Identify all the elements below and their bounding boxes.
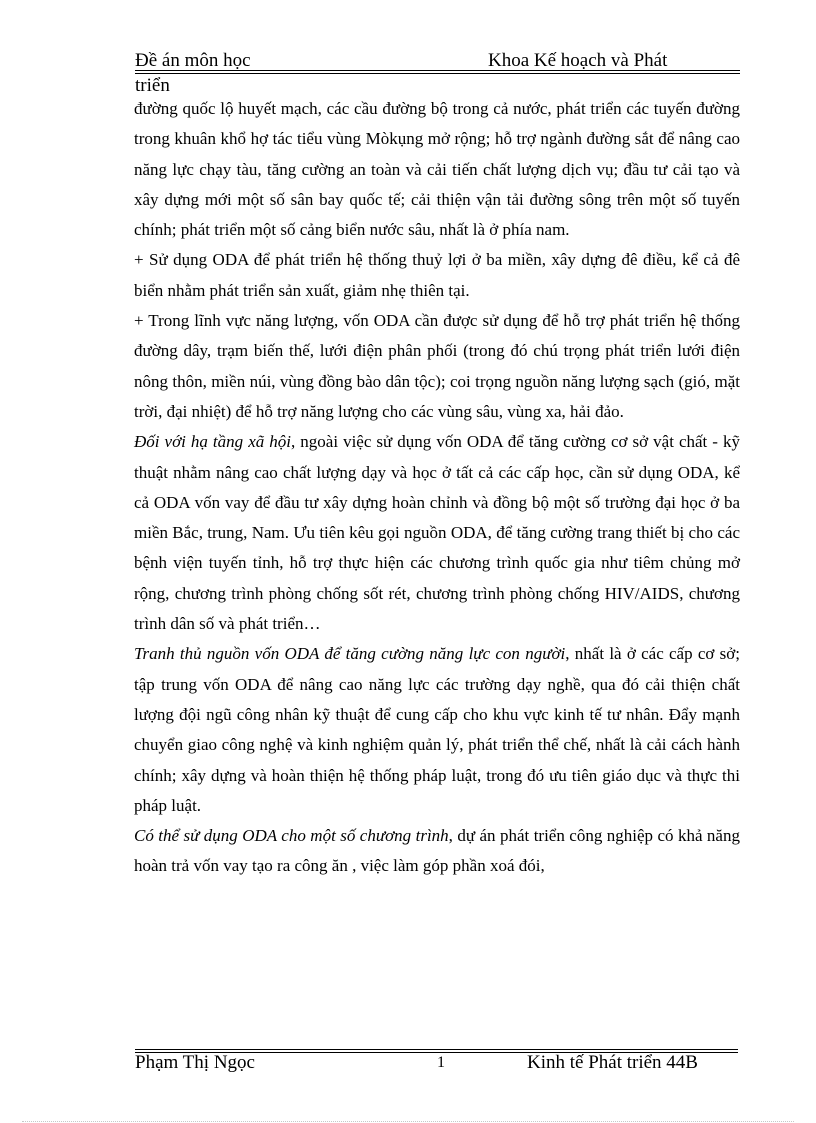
paragraph-irrigation: + Sử dụng ODA để phát triển hệ thống thuỷ lợi ở ba miền, xây dựng đê điều, kể cả đê biển nhằm phát triển sản xuất, giảm nhẹ thiên tại. <box>134 250 740 300</box>
programs-text: , dự án phát triển công nghiệp có khả năng hoàn trả vốn vay tạo ra công ăn , việc làm góp phần xoá đói, <box>134 826 740 876</box>
social-infrastructure-text: , ngoài việc sử dụng vốn ODA để tăng cường cơ sở vật chất - kỹ thuật nhằm nâng cao chất lượng dạy và học ở tất cả các cấp học, cần sử dụng ODA, kể cả ODA vốn vay để đầu tư xây dựng hoàn chỉnh và đồng bộ một số trường đại học ở ba miền Bắc, trung, Nam. Ưu tiên kêu gọi nguồn ODA, để tăng cường trang thiết bị cho các bệnh viện tuyến tỉnh, hỗ trợ thực hiện các chương trình quốc gia như tiêm chủng mở rộng, chương trình phòng chống sốt rét, chương trình phòng chống HIV/AIDS, chương trình dân số và phát triển… <box>134 432 740 634</box>
social-infrastructure-heading: Đối với hạ tầng xã hội <box>134 432 291 452</box>
page-edge-divider <box>22 1121 794 1122</box>
page-number: 1 <box>437 1054 445 1071</box>
document-body <box>134 94 740 882</box>
paragraph-energy: + Trong lĩnh vực năng lượng, vốn ODA cần được sử dụng để hỗ trợ phát triển hệ thống đường dây, trạm biến thế, lưới điện phân phối (trong đó chú trọng phát triển lưới điện nông thôn, miền núi, vùng đồng bào dân tộc); coi trọng nguồn năng lượng sạch (gió, mặt trời, đại nhiệt) để hỗ trợ năng lượng cho các vùng sâu, vùng xa, hải đảo. <box>134 311 740 421</box>
human-capacity-text: , nhất là ở các cấp cơ sở; tập trung vốn ODA để nâng cao năng lực các trường dạy nghề, qua đó cải thiện chất lượng đội ngũ công nhân kỹ thuật để cung cấp cho khu vực kinh tế tư nhân. Đẩy mạnh chuyển giao công nghệ và kinh nghiệm quản lý, phát triển thể chế, nhất là cải cách hành chính; xây dựng và hoàn thiện hệ thống pháp luật, trong đó ưu tiên giáo dục và thực thi pháp luật. <box>134 644 740 815</box>
page-header <box>135 50 740 72</box>
paragraph-programs <box>134 821 740 882</box>
header-rule-double <box>135 73 740 74</box>
paragraph-social-infrastructure <box>134 427 740 639</box>
footer-author: Phạm Thị Ngọc <box>135 1052 255 1073</box>
programs-heading: Có thể sử dụng ODA cho một số chương trình <box>134 826 449 846</box>
paragraph-transport: đường quốc lộ huyết mạch, các cầu đường bộ trong cả nước, phát triển các tuyến đường trong khuân khổ hợ tác tiểu vùng Mòkụng mở rộng; hỗ trợ ngành đường sắt để nâng cao năng lực chạy tàu, tăng cường an toàn và cải tiến chất lượng dịch vụ; đầu tư cải tạo và xây dựng mới một số sân bay quốc tế; cải thiện vận tải đường sông trên một số tuyến chính; phát triển một số cảng biển nước sâu, nhất là ở phía nam. <box>134 99 740 240</box>
header-rule <box>135 70 740 71</box>
header-course-title: Đề án môn học <box>135 50 251 71</box>
human-capacity-heading: Tranh thủ nguồn vốn ODA để tăng cường năng lực con người <box>134 644 566 664</box>
footer-class: Kinh tế Phát triển 44B <box>527 1052 698 1073</box>
header-faculty-continued: triển <box>135 75 170 96</box>
footer-rule <box>135 1049 738 1050</box>
header-faculty: Khoa Kế hoạch và Phát <box>488 50 668 71</box>
paragraph-human-capacity <box>134 639 740 821</box>
